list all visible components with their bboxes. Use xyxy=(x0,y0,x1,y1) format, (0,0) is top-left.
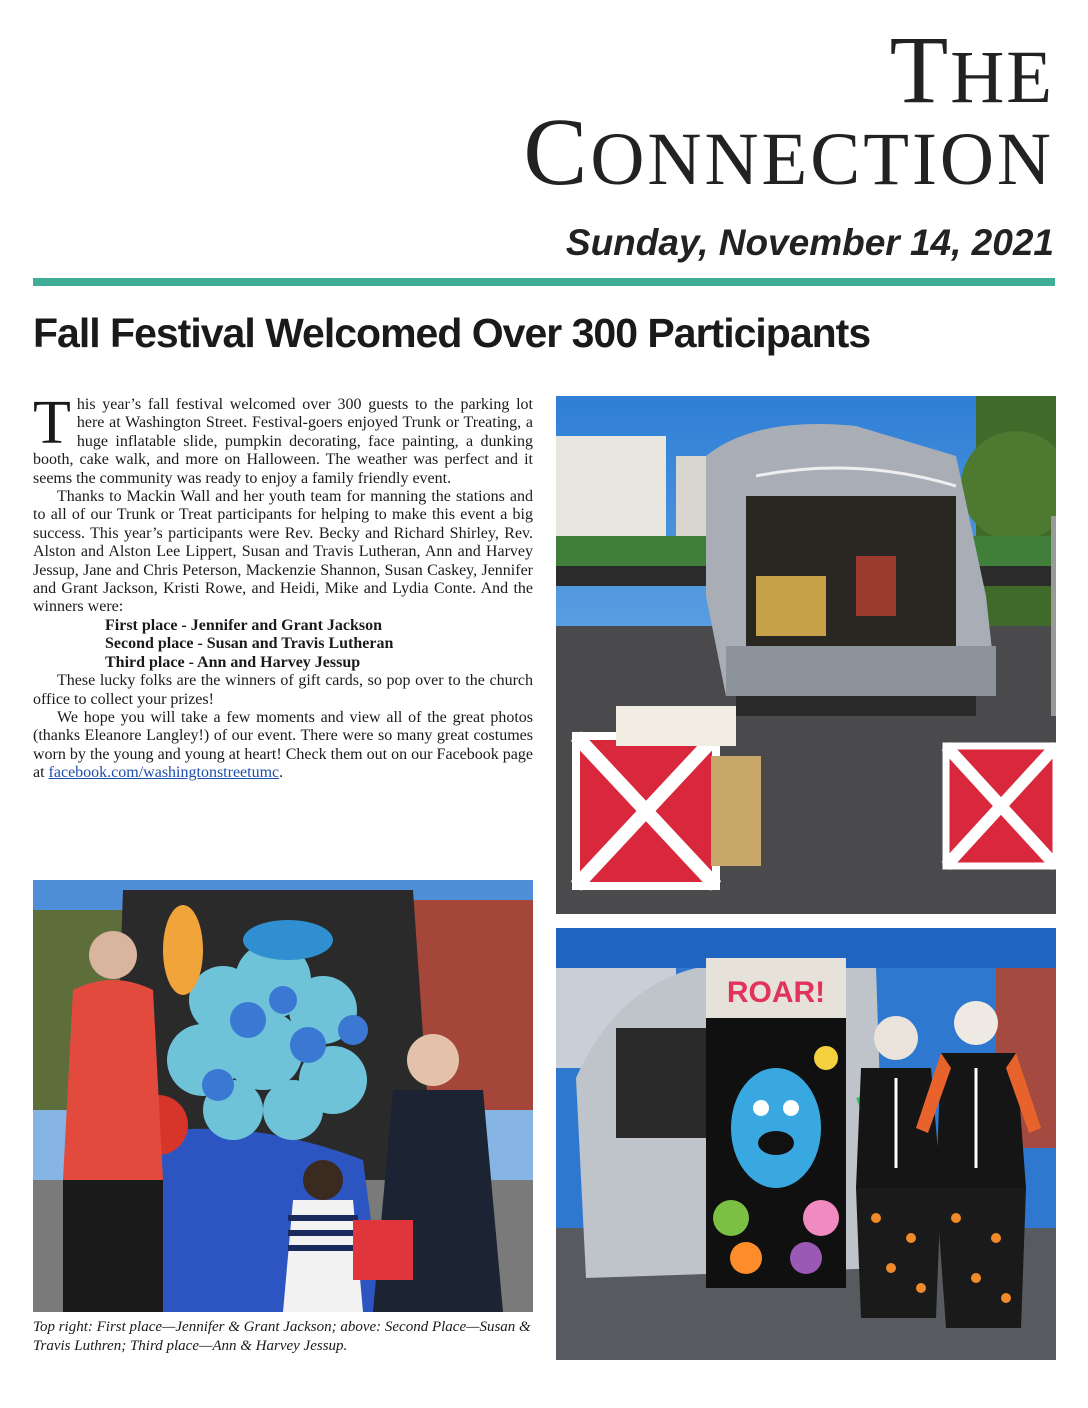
teal-divider xyxy=(33,278,1055,286)
issue-date: Sunday, November 14, 2021 xyxy=(565,222,1054,263)
article-headline: Fall Festival Welcomed Over 300 Participants xyxy=(33,310,871,356)
paragraph-4-end: . xyxy=(279,764,284,782)
article-paragraph-4 xyxy=(33,709,533,783)
masthead-line1: THE xyxy=(889,16,1054,123)
paragraph-4-text: We hope you will take a few moments and view all of the great photos (thanks Eleanore Langley!) of our event. There were so many great costumes worn by the young and young at heart! Check them out on our Facebook page at xyxy=(33,708,533,782)
photo-third-place xyxy=(556,928,1056,1360)
facebook-link[interactable]: facebook.com/washingtonstreetumc xyxy=(48,764,280,782)
paragraph-1-text: his year’s fall festival welcomed over 300 guests to the parking lot here at Washington Street. Festival-goers enjoyed Trunk or Treating, a huge inflatable slide, pumpkin decorating, face painting, a dunking booth, cake walk, and more on Halloween. The weather was perfect and it seems the community was ready to enjoy a family friendly event. xyxy=(33,396,533,487)
photo-caption: Top right: First place—Jennifer & Grant Jackson; above: Second Place—Susan & Travis Luthren; Third place—Ann & Harvey Jessup. xyxy=(33,1319,531,1354)
photo-second-place xyxy=(33,880,533,1312)
masthead-connection xyxy=(523,98,1054,208)
article-body xyxy=(33,389,533,783)
winner-first: First place - Jennifer and Grant Jackson xyxy=(105,616,383,634)
masthead-line2: CONNECTION xyxy=(523,98,1054,205)
article-paragraph-3: These lucky folks are the winners of gift cards, so pop over to the church office to collect your prizes! xyxy=(33,672,533,708)
winner-third: Third place - Ann and Harvey Jessup xyxy=(105,653,361,671)
winners-list xyxy=(33,617,533,672)
article-paragraph-2: Thanks to Mackin Wall and her youth team for manning the stations and to all of our Trunk or Treat participants for helping to make this event a big success. This year’s participants were Rev. Becky and Richard Shirley, Rev. Alston and Alston Lee Lippert, Susan and Travis Lutheran, Ann and Harvey Jessup, Jane and Chris Peterson, Mackenzie Shannon, Susan Caskey, Jennifer and Grant Jackson, Kristi Rowe, and Heidi, Mike and Lydia Conte. And the winners were: xyxy=(33,488,533,616)
roar-sign: ROAR! xyxy=(726,976,826,1009)
winner-second: Second place - Susan and Travis Lutheran xyxy=(105,635,394,653)
article-paragraph-1 xyxy=(33,389,533,488)
photo-first-place xyxy=(556,396,1056,914)
drop-cap: T xyxy=(33,389,71,457)
